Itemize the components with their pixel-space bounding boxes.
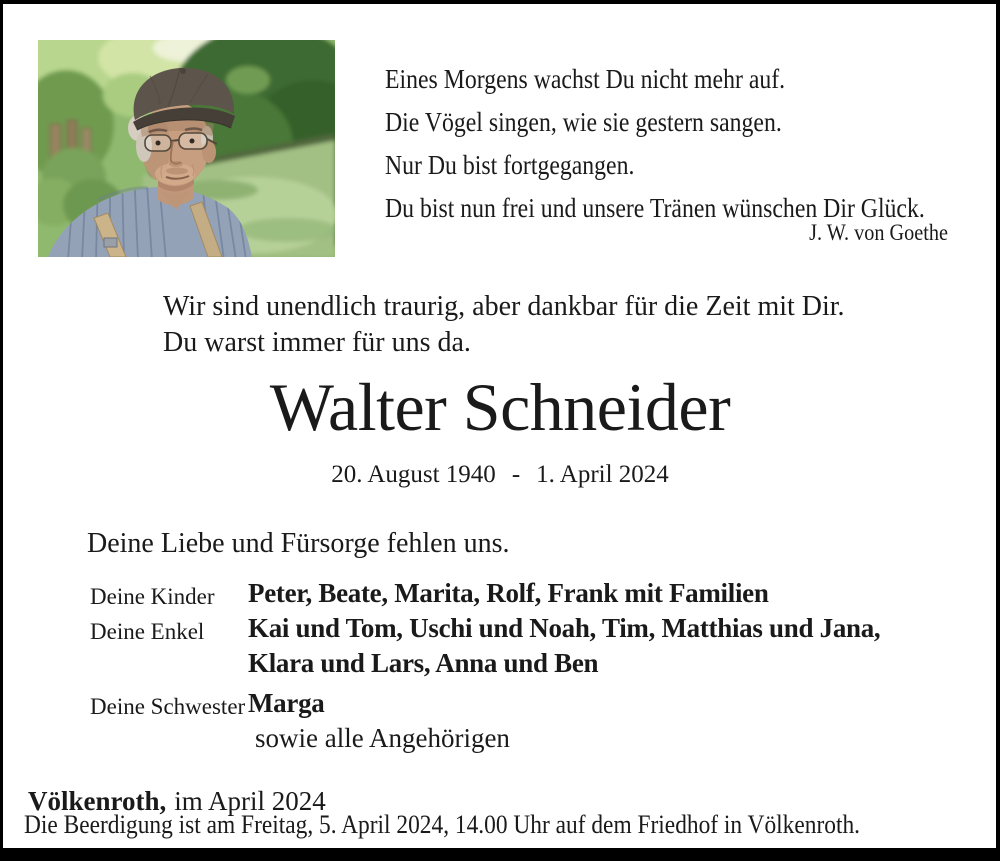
family-names: Marga bbox=[248, 688, 325, 718]
poem-line: Nur Du bist fortgegangen. bbox=[385, 150, 635, 180]
family-names-line: Klara und Lars, Anna und Ben bbox=[248, 648, 599, 678]
funeral-info-line: Die Beerdigung ist am Freitag, 5. April 2024, 14.00 Uhr auf dem Friedhof in Völkenroth. bbox=[24, 810, 861, 839]
family-names-line: Kai und Tom, Uschi und Noah, Tim, Matthias und Jana, bbox=[248, 613, 881, 643]
poem-line: Die Vögel singen, wie sie gestern sangen. bbox=[385, 107, 782, 137]
condolence-text bbox=[163, 289, 943, 361]
suspender-clasp bbox=[104, 238, 117, 247]
family-row-grandchildren bbox=[90, 611, 970, 681]
poem bbox=[385, 58, 1000, 230]
family-label: Deine Kinder bbox=[90, 584, 215, 609]
family-closing: sowie alle Angehörigen bbox=[255, 723, 510, 753]
frame-bottom-rule bbox=[0, 848, 1000, 861]
birth-date: 20. August 1940 bbox=[331, 461, 496, 488]
dates-separator: - bbox=[511, 461, 521, 488]
poem-line: Du bist nun frei und unsere Tränen wünschen Dir Glück. bbox=[385, 193, 925, 223]
family-label: Deine Enkel bbox=[90, 619, 205, 644]
tribute-line: Deine Liebe und Fürsorge fehlen uns. bbox=[87, 528, 510, 559]
family-label: Deine Schwester bbox=[90, 694, 246, 719]
condolence-line: Du warst immer für uns da. bbox=[163, 327, 471, 358]
city-name: Völkenroth, bbox=[28, 786, 167, 816]
death-date: 1. April 2024 bbox=[536, 461, 669, 488]
date-note: im April 2024 bbox=[174, 786, 326, 816]
deceased-name: Walter Schneider bbox=[269, 369, 731, 445]
family-names: Peter, Beate, Marita, Rolf, Frank mit Familien bbox=[248, 578, 769, 608]
frame-top-rule bbox=[0, 0, 1000, 4]
condolence-line: Wir sind unendlich traurig, aber dankbar für die Zeit mit Dir. bbox=[163, 291, 845, 322]
poem-line: Eines Morgens wachst Du nicht mehr auf. bbox=[385, 64, 786, 94]
family-row-children bbox=[90, 576, 970, 611]
family-names bbox=[248, 611, 880, 681]
life-dates bbox=[0, 460, 1000, 490]
family-row-sister bbox=[90, 686, 970, 721]
portrait-photo bbox=[38, 40, 335, 257]
portrait-photo-illustration bbox=[38, 40, 335, 257]
poem-attribution: J. W. von Goethe bbox=[809, 220, 948, 245]
